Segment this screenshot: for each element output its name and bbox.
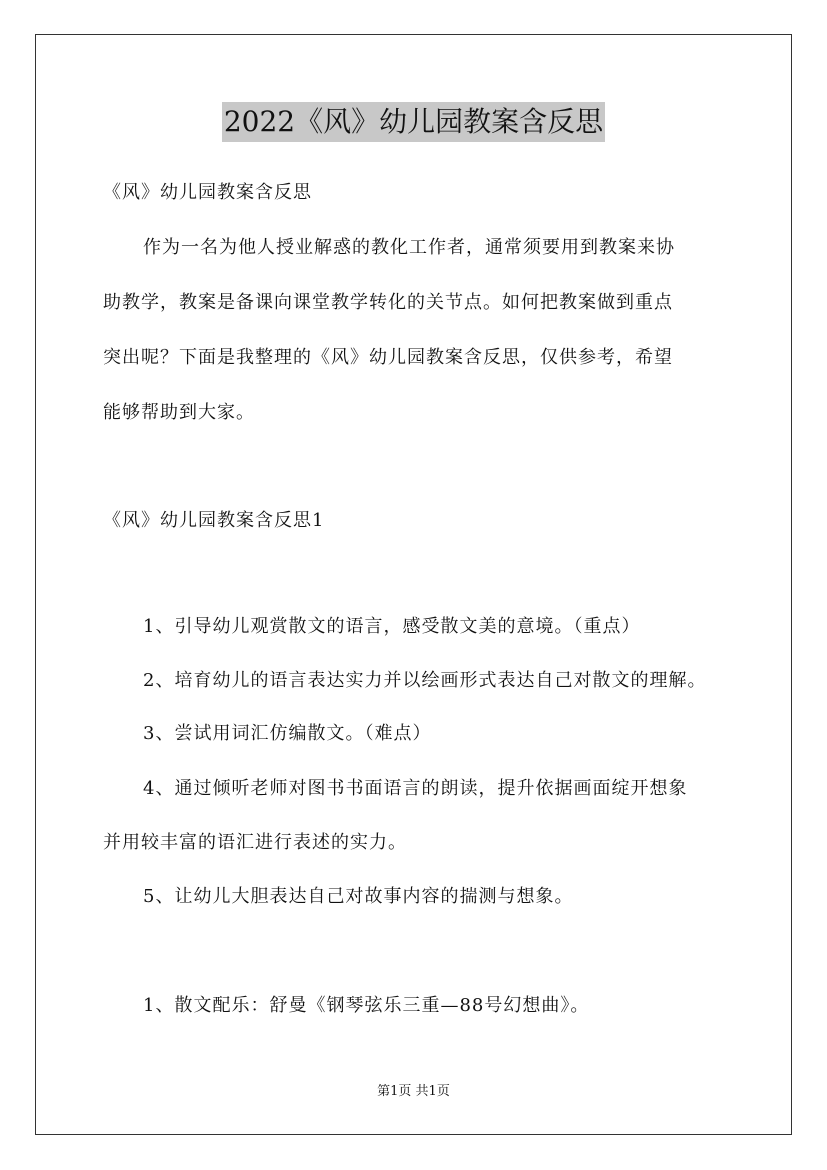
document-title: 2022《风》幼儿园教案含反思 (222, 102, 605, 142)
title-container (0, 102, 827, 142)
goal-line-1: 1、引导幼儿观赏散文的语言，感受散文美的意境。（重点） (143, 616, 641, 637)
page-footer: 第1页 共1页 (377, 1084, 450, 1099)
goal-line-5: 并用较丰富的语汇进行表述的实力。 (103, 832, 407, 853)
prep-line-1: 1、散文配乐：舒曼《钢琴弦乐三重—88号幻想曲》。 (143, 995, 590, 1016)
goal-line-3: 3、尝试用词汇仿编散文。（难点） (143, 723, 432, 744)
intro-line-3: 突出呢？下面是我整理的《风》幼儿园教案含反思，仅供参考，希望 (103, 347, 673, 368)
goal-line-6: 5、让幼儿大胆表达自己对故事内容的揣测与想象。 (143, 886, 574, 907)
intro-line-4: 能够帮助到大家。 (103, 402, 255, 423)
document-subtitle: 《风》幼儿园教案含反思 (103, 182, 312, 203)
goal-line-2: 2、培育幼儿的语言表达实力并以绘画形式表达自己对散文的理解。 (143, 670, 707, 691)
section-heading: 《风》幼儿园教案含反思1 (103, 510, 325, 531)
intro-line-1: 作为一名为他人授业解惑的教化工作者，通常须要用到教案来协 (143, 237, 675, 258)
goal-line-4: 4、通过倾听老师对图书书面语言的朗读，提升依据画面绽开想象 (143, 778, 688, 799)
intro-line-2: 助教学，教案是备课向课堂教学转化的关节点。如何把教案做到重点 (103, 292, 673, 313)
